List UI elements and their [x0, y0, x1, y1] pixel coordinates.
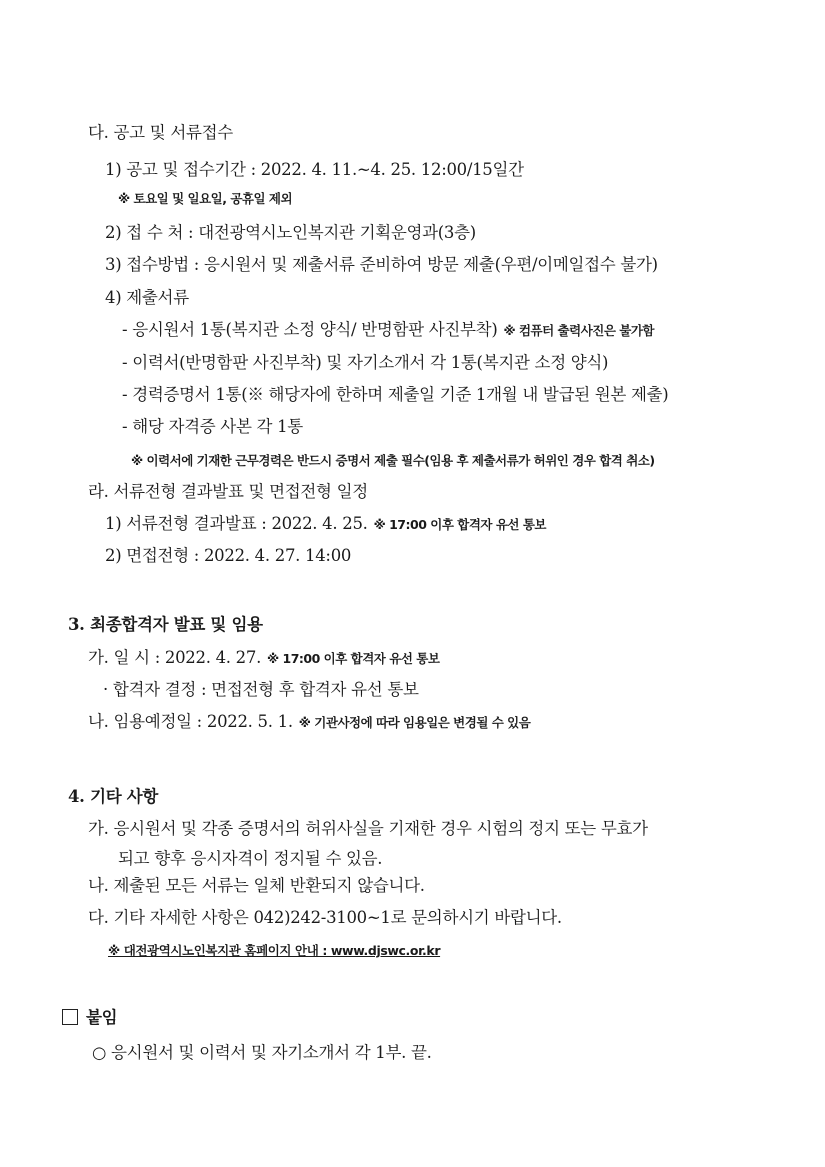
reception-method [105, 254, 658, 276]
reception-method-text: 3) 접수방법 : 응시원서 및 제출서류 준비하여 방문 제출(우편/이메일접수 불가) [105, 255, 658, 274]
other-item [88, 818, 648, 840]
documents-note [131, 450, 655, 472]
document-result-note: ※ 17:00 이후 합격자 유선 통보 [373, 517, 546, 532]
final-date-text: 가. 일 시 : 2022. 4. 27. [88, 648, 262, 667]
homepage-link-text: ※ 대전광역시노인복지관 홈페이지 안내 : www.djswc.or.kr [108, 943, 441, 958]
document-item-text: - 경력증명서 1통(※ 해당자에 한하며 제출일 기준 1개월 내 발급된 원본 제출) [122, 385, 669, 404]
document-result-text: 1) 서류전형 결과발표 : 2022. 4. 25. [105, 514, 368, 533]
other-item-text: 가. 응시원서 및 각종 증명서의 허위사실을 기재한 경우 시험의 정지 또는 무효가 [88, 819, 648, 838]
other-item-cont [118, 848, 382, 870]
other-item [88, 907, 562, 929]
pass-decision [103, 679, 419, 701]
document-item [122, 384, 668, 406]
checkbox-square-icon [62, 1009, 78, 1025]
attachment-item-text: ○ 응시원서 및 이력서 및 자기소개서 각 1부. 끝. [92, 1043, 432, 1062]
other-item-text: 다. 기타 자세한 사항은 042)242-3100~1로 문의하시기 바랍니다. [88, 908, 562, 927]
other-item-cont-text: 되고 향후 응시자격이 정지될 수 있음. [118, 849, 383, 868]
documents-heading-text: 4) 제출서류 [105, 288, 189, 307]
notice-period-text: 1) 공고 및 접수기간 : 2022. 4. 11.~4. 25. 12:00/15일간 [105, 160, 524, 179]
section-4-heading [68, 786, 158, 808]
section-3-heading-text: 3. 최종합격자 발표 및 임용 [68, 615, 263, 634]
document-item-text: - 이력서(반명함판 사진부착) 및 자기소개서 각 1통(복지관 소정 양식) [122, 353, 609, 372]
document-item [122, 319, 654, 342]
document-item-text: - 해당 자격증 사본 각 1통 [122, 417, 303, 436]
document-item-note: ※ 컴퓨터 출력사진은 불가함 [503, 323, 655, 338]
final-date [88, 647, 439, 670]
attachment-heading-text: 붙임 [86, 1008, 118, 1027]
document-item-text: - 응시원서 1통(복지관 소정 양식/ 반명함판 사진부착) [122, 320, 498, 339]
homepage-link[interactable] [108, 940, 440, 962]
section-3-heading [68, 614, 263, 636]
reception-place [105, 222, 476, 244]
section-4-heading-text: 4. 기타 사항 [68, 787, 159, 806]
document-result [105, 513, 546, 536]
reception-place-text: 2) 접 수 처 : 대전광역시노인복지관 기획운영과(3층) [105, 223, 476, 242]
other-item-text: 나. 제출된 모든 서류는 일체 반환되지 않습니다. [88, 876, 425, 895]
documents-heading [105, 287, 189, 309]
section-da-heading [88, 122, 233, 144]
interview-date [105, 545, 351, 567]
other-item [88, 875, 425, 897]
appointment-date-text: 나. 임용예정일 : 2022. 5. 1. [88, 712, 293, 731]
notice-period-note-text: ※ 토요일 및 일요일, 공휴일 제외 [118, 191, 293, 206]
document-item [122, 352, 608, 374]
interview-date-text: 2) 면접전형 : 2022. 4. 27. 14:00 [105, 546, 352, 565]
documents-note-text: ※ 이력서에 기재한 근무경력은 반드시 증명서 제출 필수(임용 후 제출서류가 허위인 경우 합격 취소) [131, 453, 655, 468]
section-ra-heading [88, 481, 368, 503]
pass-decision-text: · 합격자 결정 : 면접전형 후 합격자 유선 통보 [103, 680, 419, 699]
attachment-heading [62, 1007, 117, 1029]
appointment-date-note: ※ 기관사정에 따라 임용일은 변경될 수 있음 [298, 715, 531, 730]
attachment-item [92, 1042, 432, 1064]
notice-period [105, 159, 524, 181]
appointment-date [88, 711, 530, 734]
final-date-note: ※ 17:00 이후 합격자 유선 통보 [267, 651, 440, 666]
document-item [122, 416, 303, 438]
notice-period-note [118, 188, 292, 210]
section-ra-heading-text: 라. 서류전형 결과발표 및 면접전형 일정 [88, 482, 368, 501]
section-da-heading-text: 다. 공고 및 서류접수 [88, 123, 233, 142]
